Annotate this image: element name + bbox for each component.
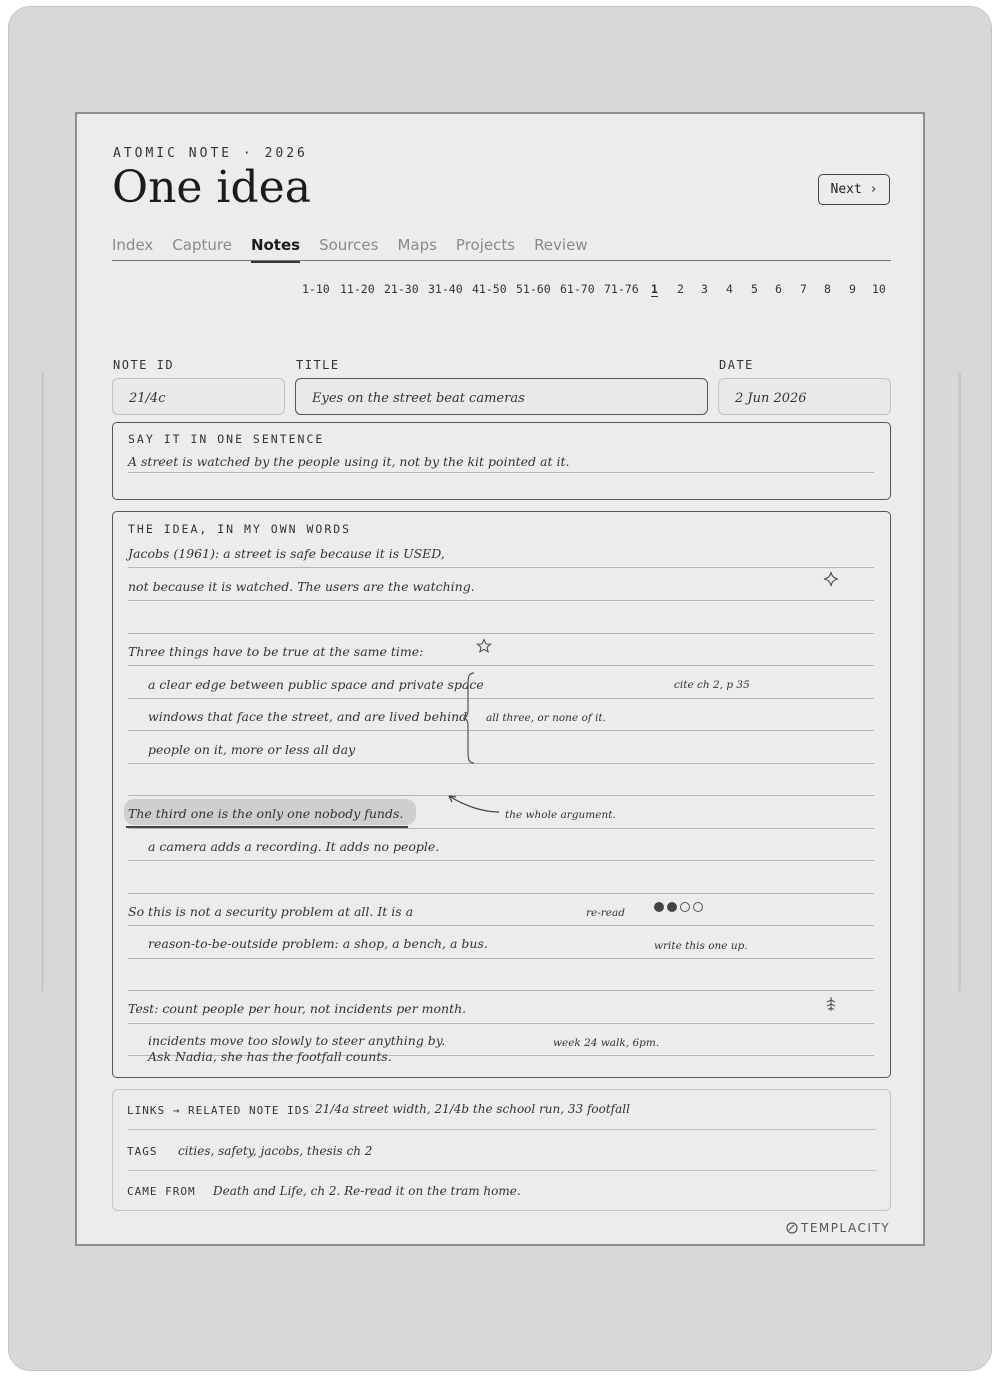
all-three-note: all three, or none of it.	[486, 712, 606, 724]
date-label: DATE	[719, 358, 754, 372]
rating-dot-empty[interactable]	[693, 902, 703, 912]
idea-line-12: incidents move too slowly to steer anything by.	[148, 1033, 446, 1048]
one-sentence-text: A street is watched by the people using it, not by the kit pointed at it.	[128, 454, 570, 469]
page-range-41-50[interactable]: 41-50	[472, 282, 507, 296]
ruled-line	[128, 958, 874, 959]
ruled-line	[128, 828, 874, 829]
metadata-box	[112, 1089, 891, 1211]
page-range-21-30[interactable]: 21-30	[384, 282, 419, 296]
ruled-line	[128, 698, 874, 699]
note-id-label: NOTE ID	[113, 358, 175, 372]
walk-note: week 24 walk, 6pm.	[553, 1037, 660, 1049]
ruled-line	[128, 633, 874, 634]
write-up-note: write this one up.	[654, 940, 748, 952]
tab-capture[interactable]: Capture	[172, 236, 232, 254]
title-field[interactable]	[295, 378, 708, 415]
rating-dot-filled[interactable]	[667, 902, 677, 912]
title-label: TITLE	[296, 358, 340, 372]
page-number-4[interactable]: 4	[726, 282, 733, 296]
rating-dot-empty[interactable]	[680, 902, 690, 912]
tab-index[interactable]: Index	[112, 236, 154, 254]
brand-name: TEMPLACITY	[801, 1221, 891, 1235]
page-number-2[interactable]: 2	[677, 282, 684, 296]
ruled-line	[128, 860, 874, 861]
cite-note: cite ch 2, p 35	[674, 679, 750, 691]
sparkle-icon	[823, 571, 839, 587]
page-number-1[interactable]: 1	[651, 282, 658, 296]
idea-line-10: reason-to-be-outside problem: a shop, a bench, a bus.	[148, 936, 488, 951]
ruled-line	[128, 472, 874, 473]
tab-notes[interactable]: Notes	[251, 236, 300, 260]
reread-rating[interactable]	[654, 902, 703, 912]
idea-line-9: So this is not a security problem at all. It is a	[128, 904, 414, 919]
divider	[128, 1170, 876, 1171]
page-number-10[interactable]: 10	[872, 282, 886, 296]
whole-argument-note: the whole argument.	[505, 809, 616, 821]
rating-dot-filled[interactable]	[654, 902, 664, 912]
next-button[interactable]: Next ›	[818, 174, 890, 205]
divider	[128, 1129, 876, 1130]
left-bezel-groove	[41, 372, 44, 992]
idea-line-7: The third one is the only one nobody funds.	[128, 806, 404, 821]
logo-icon	[786, 1222, 798, 1234]
page-number-7[interactable]: 7	[800, 282, 807, 296]
idea-label: THE IDEA, IN MY OWN WORDS	[128, 522, 352, 536]
ruled-line	[128, 990, 874, 991]
idea-line-1: Jacobs (1961): a street is safe because it is USED,	[128, 546, 445, 561]
idea-line-4: a clear edge between public space and private space	[148, 677, 484, 692]
page-number-5[interactable]: 5	[751, 282, 758, 296]
page-number-3[interactable]: 3	[701, 282, 708, 296]
page-number-8[interactable]: 8	[824, 282, 831, 296]
star-icon	[476, 638, 492, 654]
arrow-icon	[443, 790, 503, 816]
idea-line-2: not because it is watched. The users are the watching.	[128, 579, 475, 594]
tab-sources[interactable]: Sources	[319, 236, 379, 254]
idea-line-3: Three things have to be true at the same time:	[128, 644, 424, 659]
page-range-61-70[interactable]: 61-70	[560, 282, 595, 296]
links-label: LINKS → RELATED NOTE IDS	[127, 1104, 310, 1117]
page-range-31-40[interactable]: 31-40	[428, 282, 463, 296]
page-number-6[interactable]: 6	[775, 282, 782, 296]
title-value: Eyes on the street beat cameras	[312, 391, 525, 406]
page-kicker: ATOMIC NOTE · 2026	[113, 146, 308, 161]
one-sentence-label: SAY IT IN ONE SENTENCE	[128, 432, 325, 446]
right-bezel-groove	[958, 372, 961, 992]
brand-logo	[786, 1221, 890, 1235]
ruled-line	[128, 665, 874, 666]
ruled-line	[128, 600, 874, 601]
idea-box[interactable]	[112, 511, 891, 1078]
date-value: 2 Jun 2026	[735, 391, 807, 406]
came-from-value[interactable]: Death and Life, ch 2. Re-read it on the tram home.	[213, 1184, 521, 1198]
tab-review[interactable]: Review	[534, 236, 588, 254]
page-range-51-60[interactable]: 51-60	[516, 282, 551, 296]
idea-line-11: Test: count people per hour, not incidents per month.	[128, 1001, 467, 1016]
page-title: One idea	[112, 162, 311, 213]
one-sentence-box[interactable]	[112, 422, 891, 500]
page-range-71-76[interactable]: 71-76	[604, 282, 639, 296]
tab-bar	[112, 236, 891, 261]
ruled-line	[128, 1023, 874, 1024]
idea-line-13: Ask Nadia, she has the footfall counts.	[148, 1049, 392, 1064]
tab-maps[interactable]: Maps	[397, 236, 437, 254]
page-range-11-20[interactable]: 11-20	[340, 282, 375, 296]
page-number-9[interactable]: 9	[849, 282, 856, 296]
tab-projects[interactable]: Projects	[455, 236, 516, 254]
date-field[interactable]	[718, 378, 891, 415]
ruled-line	[128, 925, 874, 926]
underline-mark	[126, 826, 408, 828]
tags-label: TAGS	[127, 1145, 158, 1158]
reread-note: re-read	[586, 907, 625, 919]
note-id-value: 21/4c	[129, 391, 166, 406]
page-range-1-10[interactable]: 1-10	[302, 282, 330, 296]
ruled-line	[128, 730, 874, 731]
idea-line-5: windows that face the street, and are lived behind	[148, 709, 468, 724]
idea-line-6: people on it, more or less all day	[148, 742, 356, 757]
tags-value[interactable]: cities, safety, jacobs, thesis ch 2	[178, 1144, 373, 1158]
idea-line-8: a camera adds a recording. It adds no people.	[148, 839, 440, 854]
ruled-line	[128, 567, 874, 568]
note-id-field[interactable]	[112, 378, 285, 415]
screen	[75, 112, 925, 1246]
curly-brace-mark	[462, 672, 476, 764]
links-value[interactable]: 21/4a street width, 21/4b the school run, 33 footfall	[315, 1102, 630, 1116]
ruled-line	[128, 763, 874, 764]
came-from-label: CAME FROM	[127, 1185, 196, 1198]
leaf-icon	[824, 996, 838, 1012]
ruled-line	[128, 893, 874, 894]
